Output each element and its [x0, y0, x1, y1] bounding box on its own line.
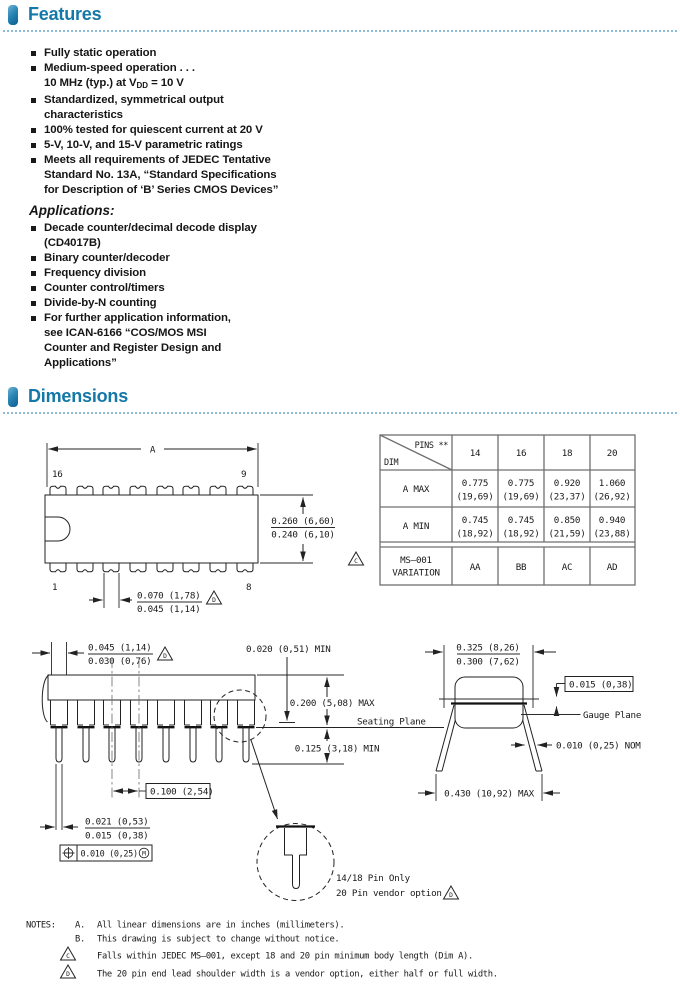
bullet-square-icon [31, 316, 36, 321]
bullet-square-icon [31, 271, 36, 276]
feature-line: 100% tested for quiescent current at 20 V [44, 124, 263, 136]
table-cell: 0.920 [553, 478, 581, 489]
features-section-title: Features [28, 4, 102, 24]
feature-item [30, 123, 340, 138]
svg-text:D: D [66, 971, 70, 979]
table-cell: 0.940 [598, 515, 626, 526]
application-item [30, 266, 340, 281]
feature-item [30, 153, 340, 198]
application-item [30, 296, 340, 311]
table-cell: (26,92) [593, 491, 631, 503]
features-list [30, 46, 340, 371]
dim-lead-offset-min: 0.030 (0,76) [88, 656, 152, 667]
bullet-square-icon [31, 143, 36, 148]
bullet-square-icon [31, 98, 36, 103]
feature-line: Fully static operation [44, 47, 157, 59]
vdd-post: = 10 V [148, 77, 184, 89]
table-col-20: 20 [606, 448, 618, 459]
table-cell: (19,69) [502, 491, 540, 503]
dim-width-max: 0.325 (8,26) [456, 642, 520, 654]
note-b-text: This drawing is subject to change without notice. [97, 934, 340, 945]
note-c-text: Falls within JEDEC MS–001, except 18 and 20 pin minimum body length (Dim A). [97, 951, 473, 962]
table-row-variation-label1: MS–001 [400, 555, 432, 566]
bullet-square-icon [31, 226, 36, 231]
bullet-square-icon [31, 286, 36, 291]
dimensions-drawing [0, 420, 680, 1005]
table-cell: AC [561, 562, 573, 573]
true-position-frame [60, 845, 152, 861]
dim-lead-span: 0.430 (10,92) MAX [444, 788, 534, 800]
application-item [30, 311, 340, 371]
feature-line: Standard No. 13A, “Standard Specifications [44, 169, 277, 181]
features-divider [3, 30, 677, 32]
feature-line: Standardized, symmetrical output [44, 94, 224, 106]
note-a-id: A. [75, 920, 85, 931]
dip-end-view [418, 643, 641, 802]
table-cell: BB [515, 562, 527, 573]
section-bar-icon [8, 5, 18, 25]
note-triangle-d-icon [207, 591, 222, 604]
application-line: Divide-by-N counting [44, 297, 157, 309]
table-cell: AD [606, 562, 618, 573]
pin-detail-view [257, 824, 459, 901]
svg-text:C: C [354, 558, 358, 566]
detail-note-line1: 14/18 Pin Only [336, 873, 410, 884]
table-row-amax-label: A MAX [402, 484, 430, 495]
note-a-text: All linear dimensions are in inches (millimeters). [97, 920, 345, 931]
feature-item [30, 46, 340, 61]
application-item [30, 251, 340, 266]
bullet-square-icon [31, 301, 36, 306]
section-bar-icon [8, 387, 18, 407]
dip-side-view [32, 642, 444, 861]
dim-pitch: 0.100 (2,54) [150, 786, 214, 798]
feature-line: for Description of ‘B’ Series CMOS Devices” [44, 184, 279, 196]
table-cell: (23,88) [593, 528, 631, 540]
dim-a-label: A [149, 444, 156, 456]
table-cell: 0.745 [507, 515, 535, 526]
note-triangle-d-icon [158, 647, 173, 660]
application-line: see ICAN-6166 “COS/MOS MSI [44, 327, 207, 339]
application-line: Decade counter/decimal decode display [44, 222, 257, 234]
bullet-square-icon [31, 256, 36, 261]
table-col-16: 16 [515, 448, 527, 459]
dim-true-position: 0.010 (0,25) [80, 849, 138, 860]
dim-body-height-min: 0.240 (6,10) [271, 529, 335, 541]
dim-lead-width-min: 0.015 (0,38) [85, 830, 149, 842]
application-line: (CD4017B) [44, 237, 101, 249]
dim-body-height-max: 0.260 (6,60) [271, 516, 335, 527]
bullet-square-icon [31, 128, 36, 133]
dimensions-section-header [8, 386, 128, 407]
dimension-table [349, 435, 636, 585]
application-line: Frequency division [44, 267, 147, 279]
feature-item [30, 61, 340, 93]
table-cell: 1.060 [598, 478, 626, 489]
vdd-subscript: DD [136, 81, 149, 90]
dim-shoulder-min: 0.045 (1,14) [137, 604, 201, 615]
note-triangle-d-icon [444, 886, 459, 899]
dimensions-section-title: Dimensions [28, 386, 129, 406]
table-row-amin-label: A MIN [402, 521, 430, 532]
table-cell: 0.775 [461, 478, 489, 489]
table-cell: (18,92) [502, 528, 540, 540]
table-cell: 0.850 [553, 515, 581, 526]
bullet-square-icon [31, 158, 36, 163]
svg-text:C: C [66, 953, 70, 961]
dim-lead-width-max: 0.021 (0,53) [85, 816, 149, 828]
table-cell: (23,37) [548, 491, 586, 503]
dim-shoulder-max: 0.070 (1,78) [137, 590, 201, 602]
dim-lead-length: 0.125 (3,18) MIN [294, 743, 380, 755]
note-triangle-d-icon [61, 965, 76, 978]
feature-line: characteristics [44, 109, 123, 121]
pin-8-label: 8 [246, 582, 252, 593]
feature-line: Meets all requirements of JEDEC Tentative [44, 154, 271, 166]
table-col-18: 18 [561, 448, 573, 459]
dim-lead-thickness: 0.010 (0,25) NOM [556, 740, 641, 752]
table-cell: 0.745 [461, 515, 489, 526]
pin-1-label: 1 [52, 582, 58, 593]
package-body-outline [45, 495, 258, 563]
svg-text:D: D [212, 597, 216, 605]
note-b-id: B. [75, 934, 85, 945]
feature-line [44, 76, 340, 93]
features-section-header [8, 4, 101, 25]
table-cell: (19,69) [456, 491, 494, 503]
note-triangle-c-icon [349, 552, 364, 565]
application-line: For further application information, [44, 312, 231, 324]
table-row-variation-label2: VARIATION [392, 567, 440, 579]
seating-plane-label: Seating Plane [357, 716, 426, 728]
application-item [30, 221, 340, 251]
svg-text:M: M [142, 850, 146, 858]
svg-text:D: D [449, 892, 453, 900]
gauge-plane-label: Gauge Plane [583, 710, 642, 721]
feature-line: 5-V, 10-V, and 15-V parametric ratings [44, 139, 243, 151]
feature-item [30, 93, 340, 123]
table-cell: AA [469, 562, 481, 573]
application-line: Counter control/timers [44, 282, 165, 294]
svg-text:D: D [163, 653, 167, 661]
feature-line: Medium-speed operation . . . [44, 62, 195, 74]
dim-body-height: 0.200 (5,08) MAX [289, 698, 375, 709]
note-triangle-c-icon [61, 947, 76, 960]
application-item [30, 281, 340, 296]
dimensions-divider [3, 412, 677, 414]
applications-heading: Applications: [29, 203, 115, 218]
dip-top-view [45, 443, 335, 615]
dim-gauge-offset: 0.015 (0,38) [569, 679, 633, 691]
side-body-outline [48, 675, 255, 700]
table-corner-dim: DIM [384, 458, 399, 468]
feature-item [30, 138, 340, 153]
notes-label: NOTES: [26, 920, 56, 931]
note-d-text: The 20 pin end lead shoulder width is a vendor option, either half or full width. [97, 969, 498, 980]
pin-9-label: 9 [241, 469, 247, 480]
application-line: Counter and Register Design and [44, 342, 222, 354]
bullet-square-icon [31, 51, 36, 56]
dim-standoff-min: 0.020 (0,51) MIN [246, 644, 331, 655]
table-cell: (18,92) [456, 528, 494, 540]
table-col-14: 14 [469, 448, 481, 459]
application-line: Applications” [44, 357, 117, 369]
detail-note-line2: 20 Pin vendor option [336, 888, 442, 899]
pin-16-label: 16 [52, 469, 63, 480]
table-corner-pins: PINS ** [414, 441, 448, 451]
notes-block [26, 921, 498, 980]
application-line: Binary counter/decoder [44, 252, 170, 264]
table-cell: 0.775 [507, 478, 535, 489]
vdd-pre: 10 MHz (typ.) at V [44, 77, 137, 89]
dim-lead-offset-max: 0.045 (1,14) [88, 642, 152, 654]
bullet-square-icon [31, 66, 36, 71]
dim-width-min: 0.300 (7,62) [456, 656, 520, 668]
table-cell: (21,59) [548, 528, 586, 540]
